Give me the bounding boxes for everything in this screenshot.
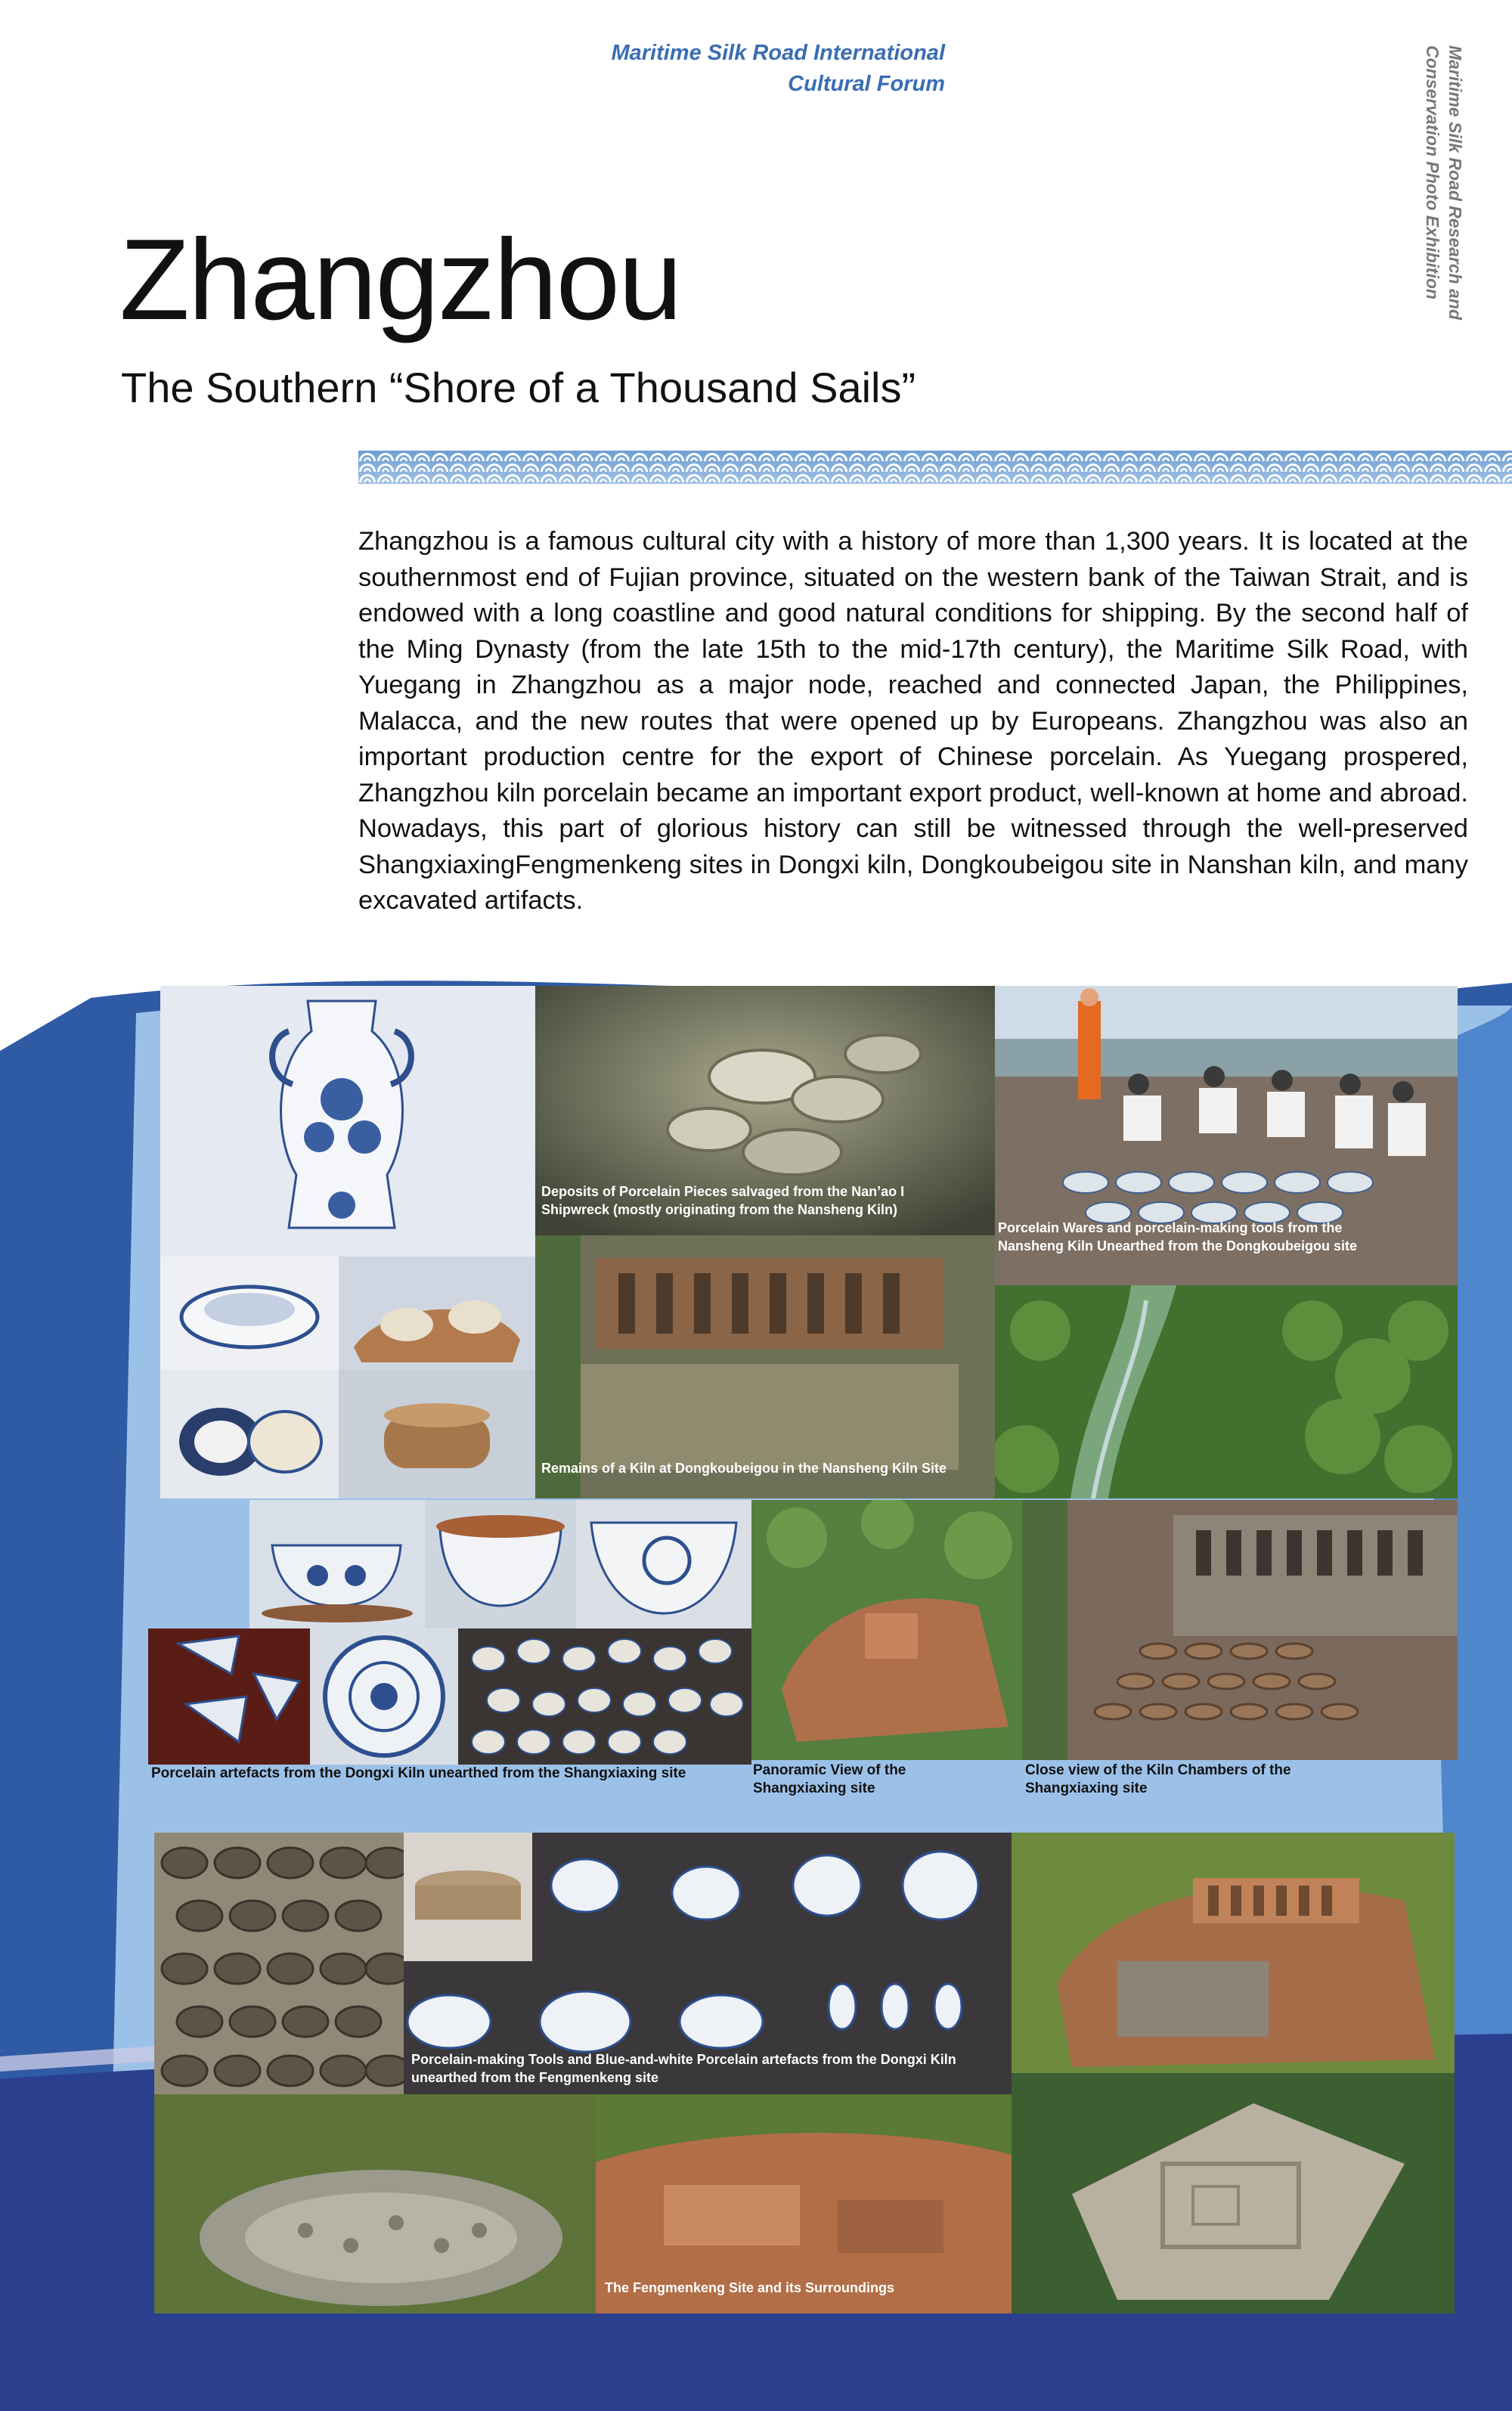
forum-title: Maritime Silk Road International Cultural Forum	[611, 41, 945, 96]
caption-nanao: Deposits of Porcelain Pieces salvaged from the Nan’ao I Shipwreck (mostly originating from the Nansheng Kiln)	[541, 1184, 905, 1217]
clay-rings-photo	[154, 1833, 404, 2094]
stone-circle-photo	[154, 2094, 596, 2313]
kiln-fragment-photo	[339, 1257, 535, 1370]
vase-photo	[160, 986, 535, 1257]
caption-panoramic: Panoramic View of the Shangxiaxing site	[753, 1762, 906, 1796]
body-paragraph: Zhangzhou is a famous cultural city with a history of more than 1,300 years. It is located at the southernmost end of Fujian province, situated on the western bank of the Taiwan Strait, and is endowed with a long coastline and good natural conditions for shipping. By the second half of the Ming Dynasty (from the late 15th to the mid-17th century), the Maritime Silk Road, with Yuegang in Zhangzhou as a major node, reached and connected Japan, the Philippines, Malacca, and the new routes that were opened up by Europeans. Zhangzhou was also an important production centre for the export of Chinese porcelain. As Yuegang prospered, Zhangzhou kiln porcelain became an important export product, well-known at home and abroad. Nowadays, this part of glorious history can still be witnessed through the well-preserved ShangxiaxingFengmenkeng sites in Dongxi kiln, Dongkoubeigou site in Nanshan kiln, and many excavated artifacts.	[358, 527, 1468, 915]
aerial-site-photo	[1012, 2073, 1455, 2313]
panoramic-photo	[751, 1500, 1022, 1760]
blue-bowl-photo	[425, 1500, 576, 1629]
caption-kiln-remains: Remains of a Kiln at Dongkoubeigou in the Nansheng Kiln Site	[541, 1461, 947, 1476]
wave-pattern	[358, 451, 1512, 484]
kiln-chambers-photo	[1022, 1500, 1458, 1760]
bowl-fragment-photo	[160, 1257, 339, 1370]
caption-wares: Porcelain Wares and porcelain-making tools from the Nansheng Kiln Unearthed from the Dongkoubeigou site	[998, 1220, 1358, 1254]
caption-chambers: Close view of the Kiln Chambers of the Shangxiaxing site	[1025, 1762, 1291, 1796]
fragments-collection-photo	[458, 1629, 751, 1765]
clay-tool-photo	[339, 1370, 535, 1498]
caption-dongxi: Porcelain artefacts from the Dongxi Kiln unearthed from the Shangxiaxing site	[151, 1765, 686, 1781]
exhibition-vertical-title	[1421, 45, 1489, 408]
page-title: Zhangzhou	[119, 215, 681, 344]
plate-photo	[310, 1629, 458, 1765]
exhibition-vertical-text: Maritime Silk Road Research and Conservation Photo Exhibition	[1423, 45, 1465, 321]
page-subtitle: The Southern “Shore of a Thousand Sails”	[121, 364, 916, 411]
small-bowl-photo	[160, 1370, 339, 1498]
caption-tools: Porcelain-making Tools and Blue-and-white Porcelain artefacts from the Dongxi Kiln unearthed from the Fengmenkeng site	[411, 2052, 956, 2085]
flower-bowl-photo	[249, 1500, 425, 1629]
hillside-kiln-photo	[1012, 1833, 1455, 2073]
shards-photo	[148, 1629, 310, 1765]
dragon-bowl-photo	[576, 1500, 751, 1629]
valley-photo	[995, 1285, 1458, 1498]
caption-fengmenkeng: The Fengmenkeng Site and its Surroundings	[605, 2280, 895, 2295]
